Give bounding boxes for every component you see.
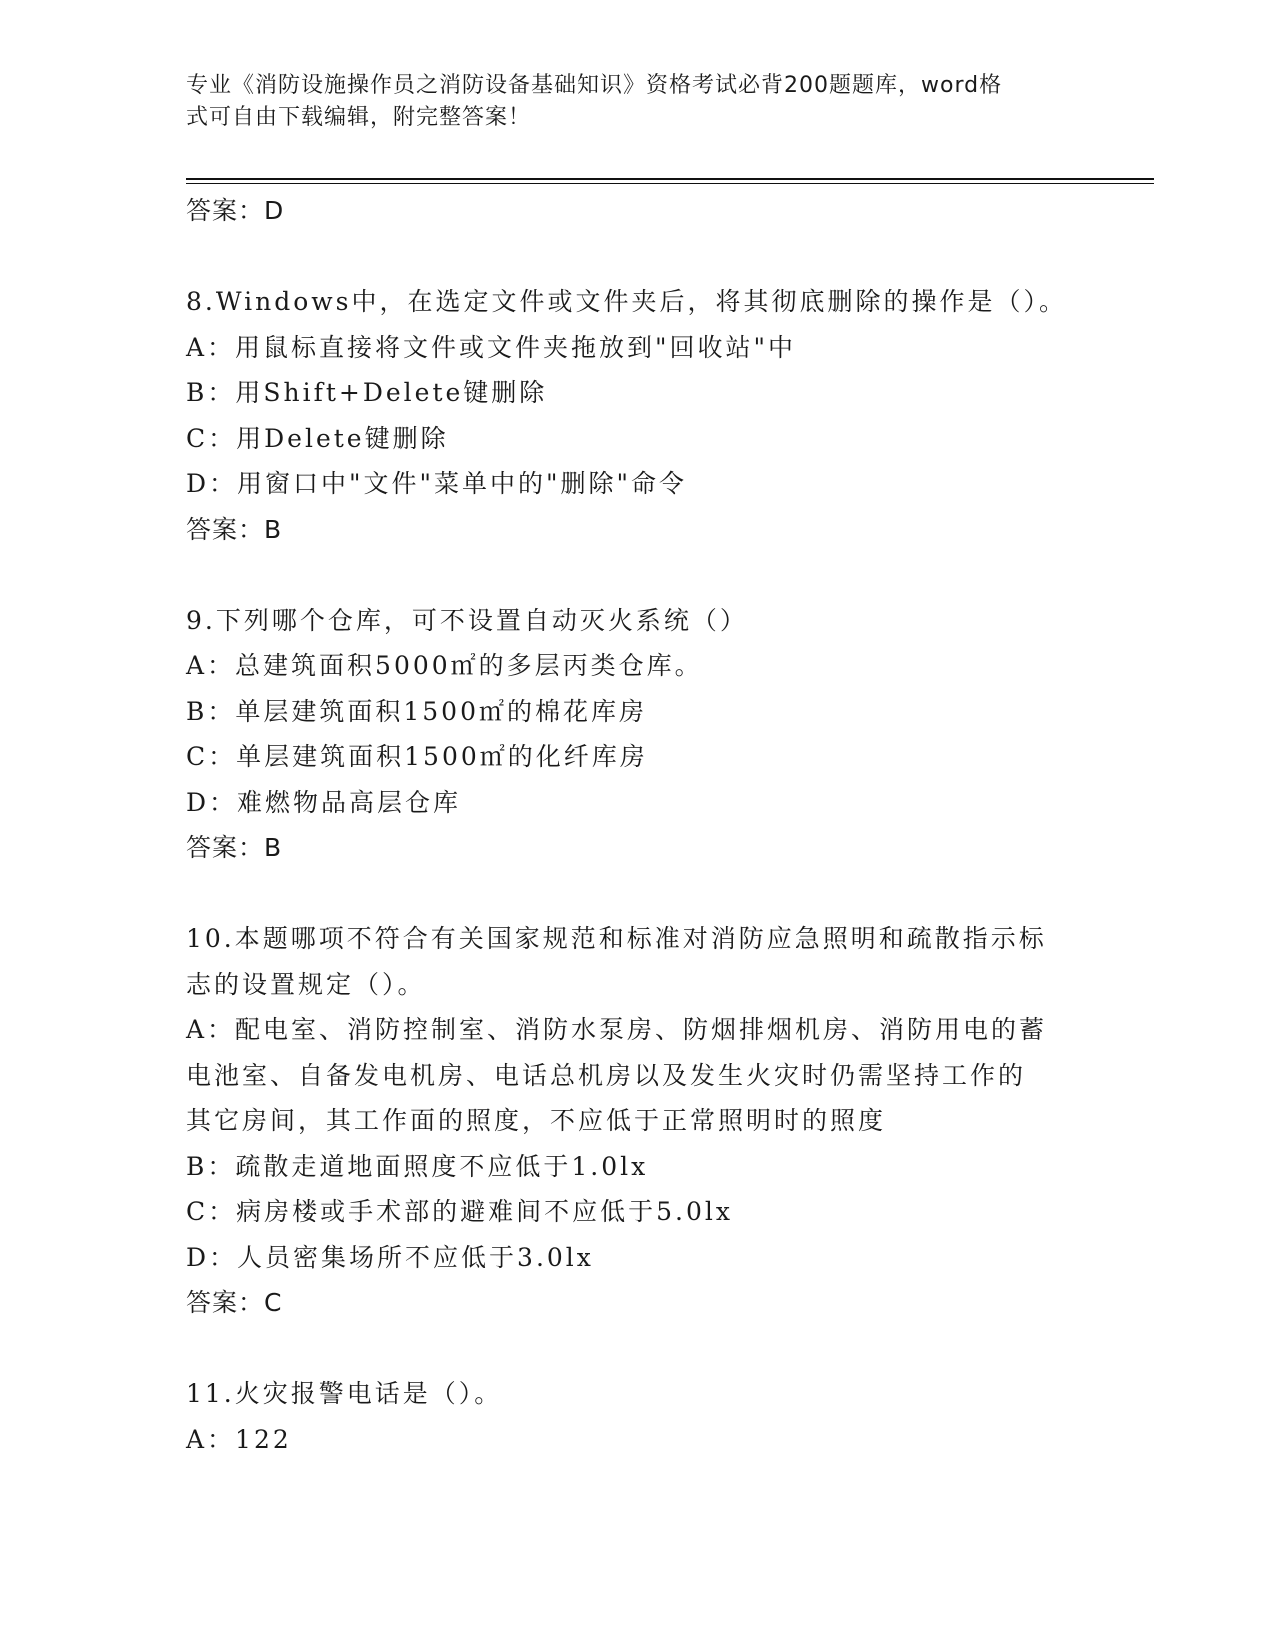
- spacer: [186, 871, 1086, 917]
- option-b: B：用Shift+Delete键删除: [186, 378, 548, 407]
- question-8: [186, 279, 1086, 552]
- option-a-line-2: 电池室、自备发电机房、电话总机房以及发生火灾时仍需坚持工作的: [186, 1060, 1027, 1090]
- option-d: D：难燃物品高层仓库: [186, 787, 462, 817]
- option-c: C：单层建筑面积1500㎡的化纤库房: [186, 742, 648, 771]
- header-line-2: 式可自由下载编辑，附完整答案！: [186, 105, 532, 130]
- option-c: C：用Delete键删除: [186, 423, 449, 453]
- option-a: A：122: [186, 1424, 292, 1454]
- question-9: [186, 598, 1086, 871]
- document-body: [186, 188, 1086, 1462]
- question-text-line-2: 志的设置规定（）。: [186, 969, 426, 999]
- option-c: C：病房楼或手术部的避难间不应低于5.0lx: [186, 1197, 733, 1226]
- answer-line: 答案：D: [186, 196, 285, 225]
- spacer: [186, 1326, 1086, 1372]
- option-a-line-1: A：配电室、消防控制室、消防水泵房、防烟排烟机房、消防用电的蓄: [186, 1015, 1048, 1044]
- option-d: D：用窗口中"文件"菜单中的"删除"命令: [186, 469, 688, 498]
- question-text: 8.Windows中，在选定文件或文件夹后，将其彻底删除的操作是（）。: [186, 287, 1067, 316]
- question-11: [186, 1371, 1086, 1462]
- header-line-1: 专业《消防设施操作员之消防设备基础知识》资格考试必背200题题库，word格: [186, 73, 1003, 98]
- question-text: 11.火灾报警电话是（）。: [186, 1379, 503, 1408]
- question-text: 9.下列哪个仓库，可不设置自动灭火系统（）: [186, 605, 748, 635]
- option-a-line-3: 其它房间，其工作面的照度，不应低于正常照明时的照度: [186, 1106, 887, 1135]
- answer-line: 答案：B: [186, 833, 283, 862]
- option-a: A：总建筑面积5000㎡的多层丙类仓库。: [186, 651, 703, 680]
- spacer: [186, 552, 1086, 598]
- option-d: D：人员密集场所不应低于3.0lx: [186, 1242, 594, 1272]
- header-rule-thin: [186, 183, 1154, 184]
- option-a: A：用鼠标直接将文件或文件夹拖放到"回收站"中: [186, 332, 797, 362]
- answer-line: 答案：C: [186, 1288, 283, 1317]
- question-text-line-1: 10.本题哪项不符合有关国家规范和标准对消防应急照明和疏散指示标: [186, 924, 1047, 953]
- spacer: [186, 234, 1086, 280]
- option-b: B：单层建筑面积1500㎡的棉花库房: [186, 696, 647, 726]
- header-rule-thick: [186, 178, 1154, 180]
- option-b: B：疏散走道地面照度不应低于1.0lx: [186, 1151, 649, 1181]
- answer-line: 答案：B: [186, 514, 283, 544]
- question-10: [186, 916, 1086, 1326]
- page-header: [186, 70, 1066, 134]
